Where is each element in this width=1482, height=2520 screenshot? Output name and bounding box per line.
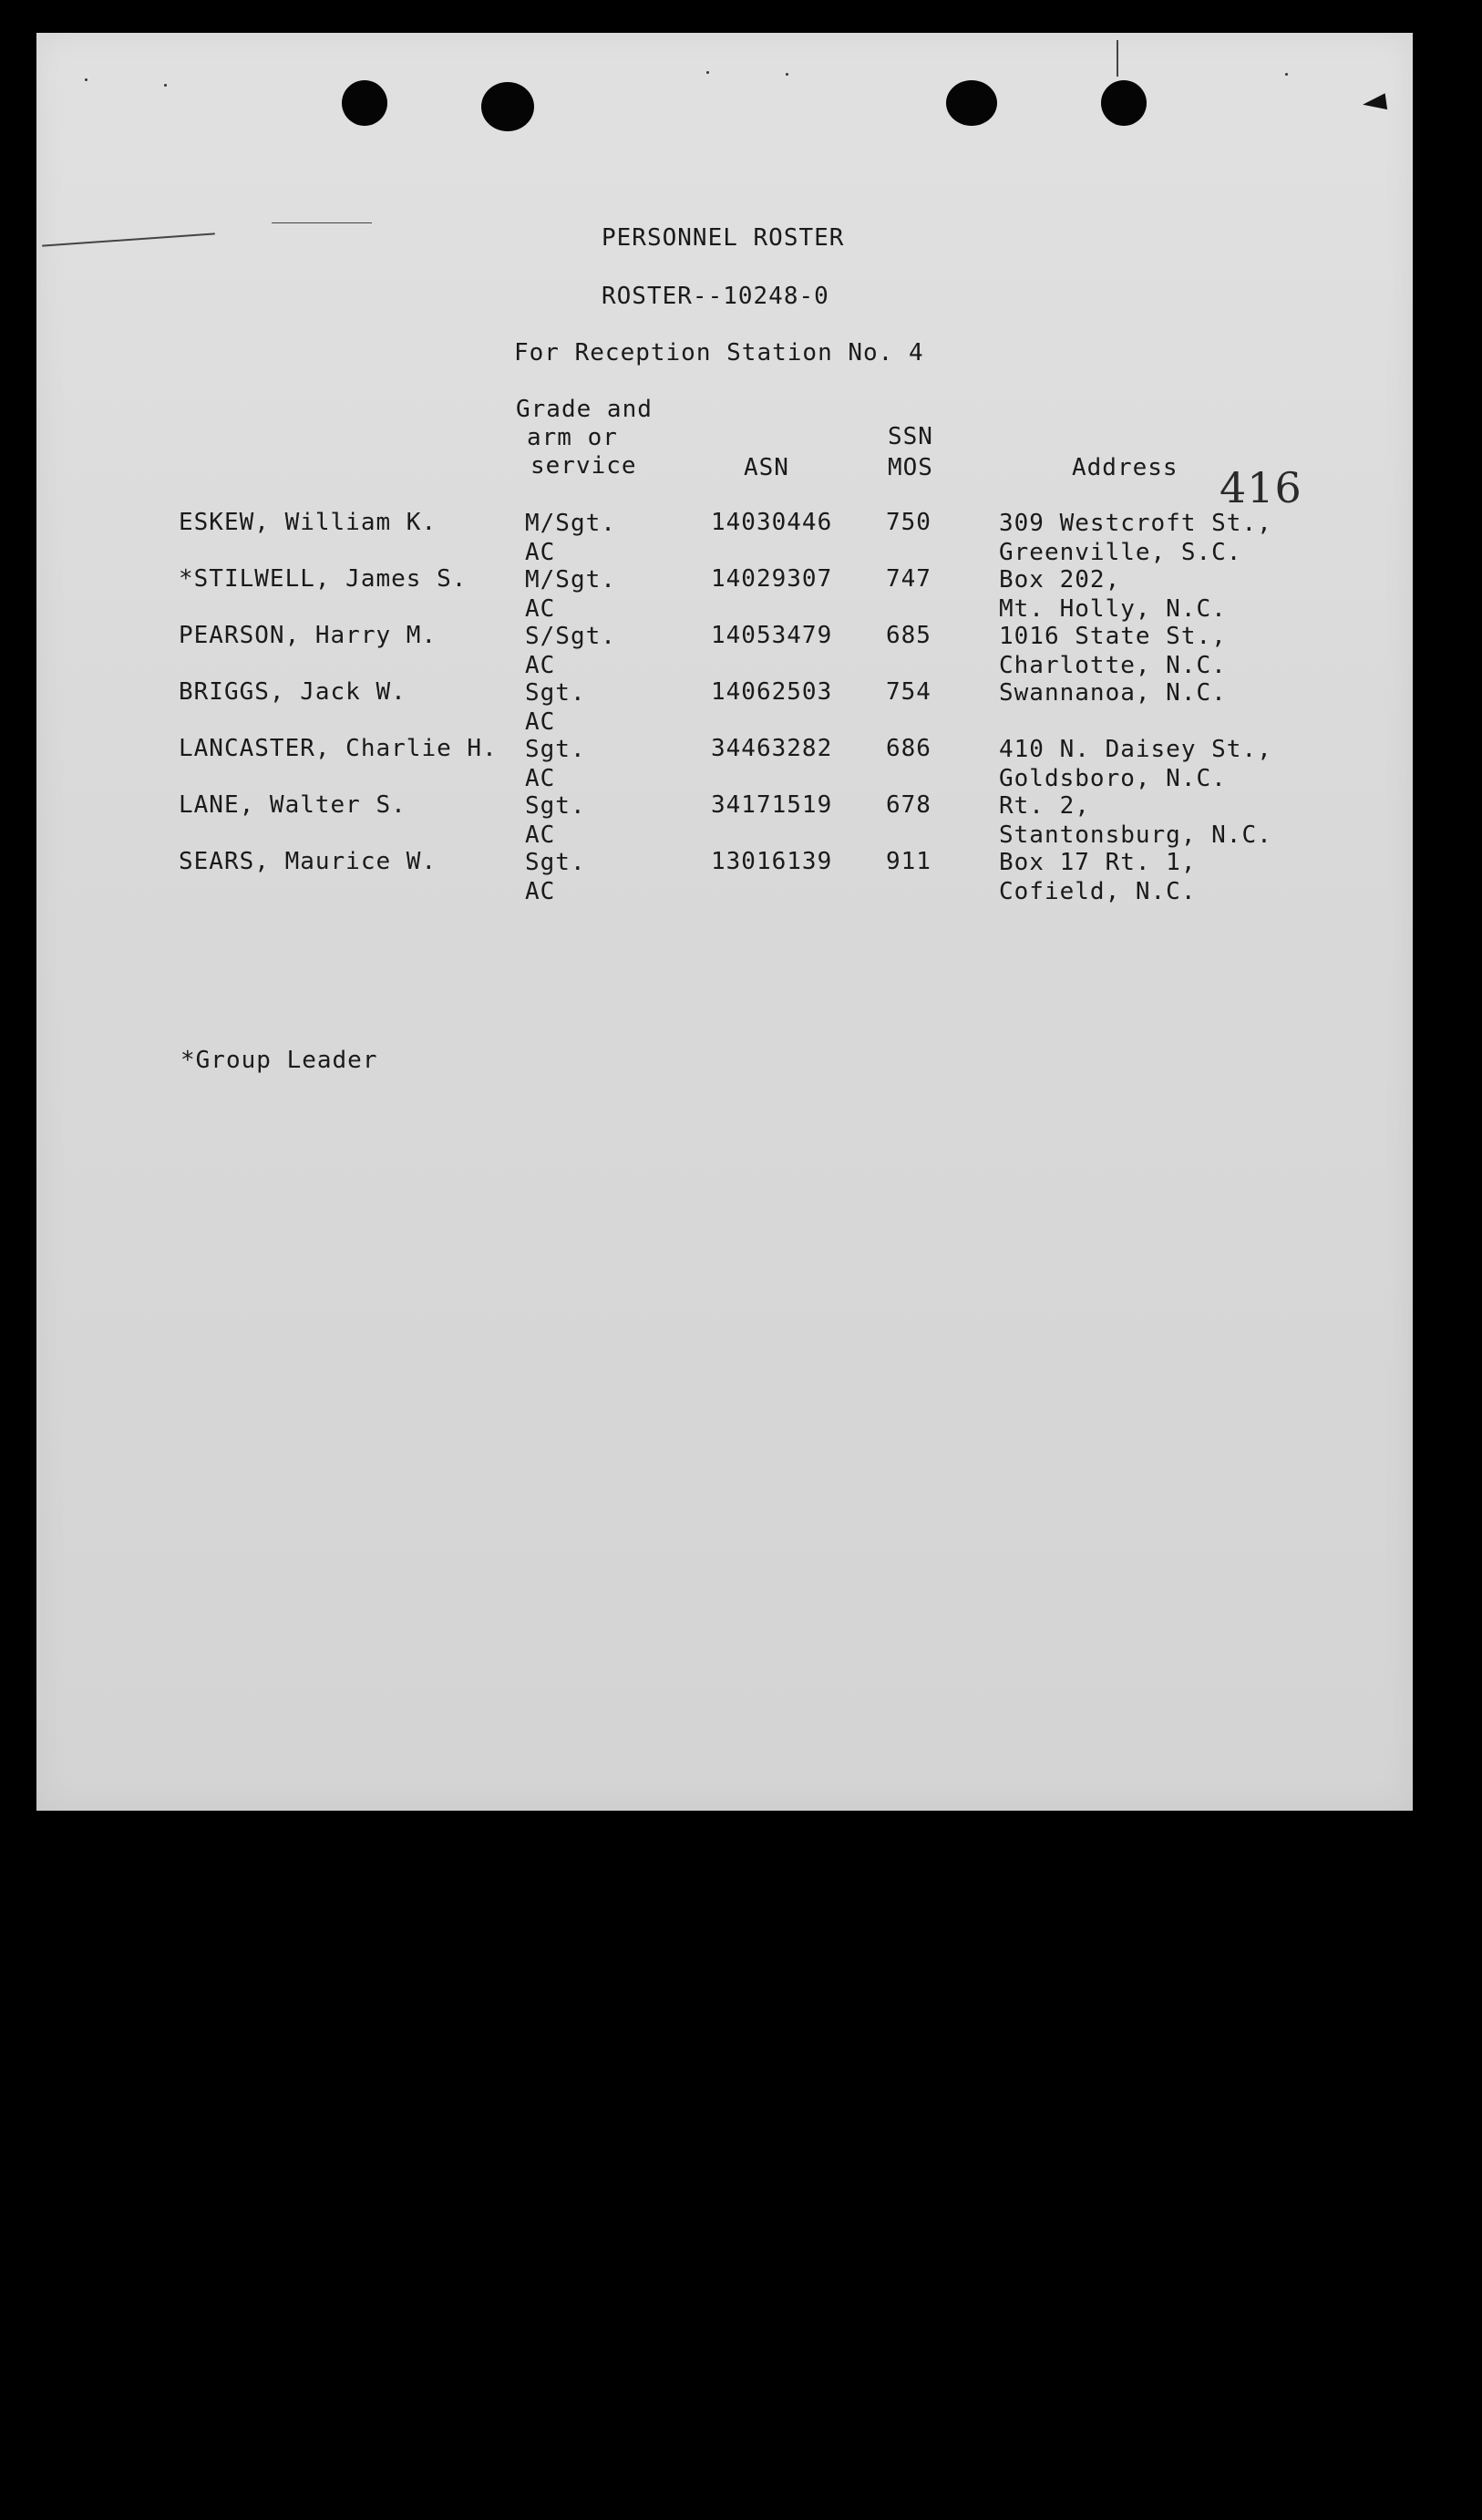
member-name: LANCASTER, Charlie H. — [179, 735, 498, 762]
table-row — [35, 735, 1420, 791]
mos: 911 — [886, 848, 931, 875]
footnote: *Group Leader — [180, 1047, 378, 1074]
grade: Sgt. — [525, 736, 586, 763]
address-cell — [999, 791, 1272, 850]
address-cell — [999, 622, 1227, 680]
column-header-grade-2: arm or — [527, 424, 618, 451]
roster-number: ROSTER--10248-0 — [602, 283, 829, 310]
address-line-2: Greenville, S.C. — [999, 539, 1242, 566]
address-line-2: Charlotte, N.C. — [999, 652, 1227, 679]
address-line-2: Goldsboro, N.C. — [999, 765, 1227, 792]
table-row — [35, 622, 1420, 678]
column-header-mos: MOS — [888, 454, 933, 481]
address-line-2: Stantonsburg, N.C. — [999, 821, 1272, 849]
asn: 14062503 — [711, 678, 833, 706]
address-line-1: Box 17 Rt. 1, — [999, 849, 1197, 876]
arm-of-service: AC — [525, 821, 556, 849]
member-name: SEARS, Maurice W. — [179, 848, 437, 875]
grade-cell — [525, 565, 616, 624]
arm-of-service: AC — [525, 708, 556, 736]
grade-cell — [525, 791, 586, 850]
member-name: *STILWELL, James S. — [179, 565, 468, 593]
grade-cell — [525, 509, 616, 567]
table-row — [35, 791, 1420, 848]
column-header-ssn: SSN — [888, 423, 933, 450]
column-header-asn: ASN — [744, 454, 789, 481]
arm-of-service: AC — [525, 652, 556, 679]
address-cell — [999, 848, 1197, 906]
grade: M/Sgt. — [525, 510, 616, 537]
mos: 686 — [886, 735, 931, 762]
column-header-grade-3: service — [530, 452, 637, 480]
table-row — [35, 678, 1420, 735]
mos: 685 — [886, 622, 931, 649]
column-header-address: Address — [1072, 454, 1178, 481]
grade: S/Sgt. — [525, 623, 616, 650]
grade: Sgt. — [525, 792, 586, 820]
member-name: LANE, Walter S. — [179, 791, 407, 819]
arm-of-service: AC — [525, 595, 556, 623]
address-cell — [999, 678, 1227, 707]
station-line: For Reception Station No. 4 — [514, 339, 924, 367]
table-row — [35, 509, 1420, 565]
grade-cell — [525, 622, 616, 680]
grade-cell — [525, 848, 586, 906]
mos: 754 — [886, 678, 931, 706]
mos: 747 — [886, 565, 931, 593]
address-line-1: 309 Westcroft St., — [999, 510, 1272, 537]
mos: 678 — [886, 791, 931, 819]
asn: 13016139 — [711, 848, 833, 875]
address-line-2: Cofield, N.C. — [999, 878, 1197, 905]
asn: 14030446 — [711, 509, 833, 536]
arm-of-service: AC — [525, 765, 556, 792]
address-line-1: 410 N. Daisey St., — [999, 736, 1272, 763]
document-title: PERSONNEL ROSTER — [602, 224, 845, 252]
grade: Sgt. — [525, 849, 586, 876]
address-cell — [999, 509, 1272, 567]
address-line-1: Rt. 2, — [999, 792, 1090, 820]
roster-table — [35, 0, 1420, 912]
grade-cell — [525, 678, 586, 737]
member-name: PEARSON, Harry M. — [179, 622, 437, 649]
address-line-1: 1016 State St., — [999, 623, 1227, 650]
asn: 34463282 — [711, 735, 833, 762]
grade: Sgt. — [525, 679, 586, 707]
arm-of-service: AC — [525, 539, 556, 566]
grade: M/Sgt. — [525, 566, 616, 594]
address-cell — [999, 565, 1227, 624]
asn: 14053479 — [711, 622, 833, 649]
asn: 14029307 — [711, 565, 833, 593]
address-line-1: Swannanoa, N.C. — [999, 679, 1227, 707]
member-name: BRIGGS, Jack W. — [179, 678, 407, 706]
table-row — [35, 848, 1420, 904]
asn: 34171519 — [711, 791, 833, 819]
page-number-stamp: 416 — [1220, 463, 1302, 512]
table-row — [35, 565, 1420, 622]
column-header-grade-1: Grade and — [516, 396, 653, 423]
address-line-2: Mt. Holly, N.C. — [999, 595, 1227, 623]
member-name: ESKEW, William K. — [179, 509, 437, 536]
grade-cell — [525, 735, 586, 793]
arm-of-service: AC — [525, 878, 556, 905]
address-line-1: Box 202, — [999, 566, 1121, 594]
mos: 750 — [886, 509, 931, 536]
address-cell — [999, 735, 1272, 793]
